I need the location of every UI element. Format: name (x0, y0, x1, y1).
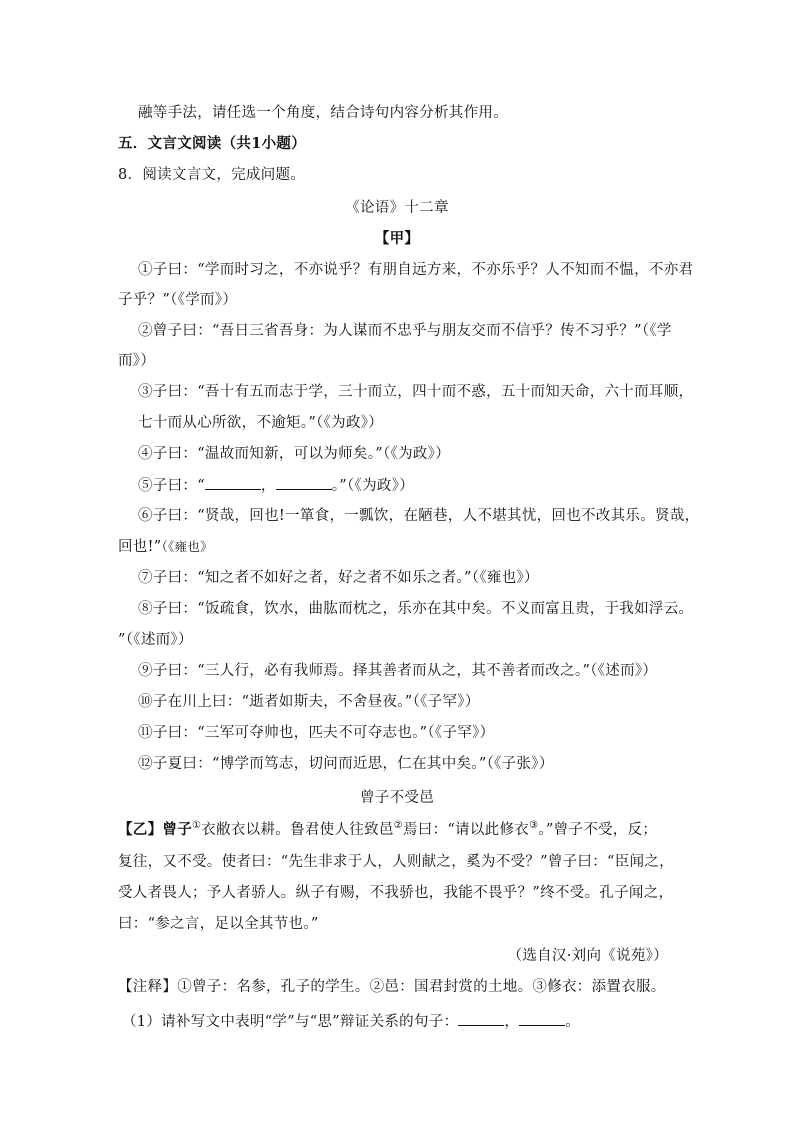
answer-blank-2[interactable] (519, 1011, 565, 1026)
passage-title-lunyu: 《论语》十二章 (345, 200, 449, 216)
jia-line-item5 (138, 475, 414, 496)
q1-prefix: （1）请补写文中表明“学”与“思”辩证关系的句子： (122, 1014, 459, 1030)
yi-line-3: 受人者畏人；予人者骄人。纵子有赐，不我骄也，我能不畏乎？”终不受。孔子闻之， (118, 885, 674, 901)
passage-title-yi: 曾子不受邑 (360, 790, 434, 806)
question-1 (122, 1011, 580, 1032)
jia-line-2: 子乎？”（《学而》） (118, 292, 238, 308)
jia-line-item8: ⑧子曰：“饭疏食，饮水，曲肱而枕之，乐亦在其中矣。不义而富且贵，于我如浮云。 (138, 601, 694, 617)
item5-prefix: ⑤子曰：“ (138, 478, 205, 494)
fill-blank-1[interactable] (205, 475, 261, 490)
yi-line-2: 复往，又不受。使者曰：“先生非求于人，人则献之，奚为不受？”曾子曰：“臣闻之， (118, 854, 674, 870)
jia-line-item10: ⑩子在川上曰：“逝者如斯夫，不舍昼夜。”（《子罕》） (138, 694, 480, 710)
q1-suffix: 。 (565, 1014, 580, 1030)
jia-line-item7: ⑦子曰：“知之者不如好之者，好之者不如乐之者。”（《雍也》） (138, 570, 539, 586)
jia-line-item9: ⑨子曰：“三人行，必有我师焉。择其善者而从之，其不善者而改之。”（《述而》） (138, 663, 658, 679)
yi-line-1-a: 【乙】曾子 (118, 821, 192, 838)
item6-cont-text: 回也!” (118, 539, 162, 555)
jia-line-item8-cont: ”（《述而》） (118, 632, 193, 648)
continuation-text: 融等手法，请任选一个角度，结合诗句内容分析其作用。 (138, 105, 508, 121)
yi-line-1-c: 焉曰：“请以此修衣 (402, 822, 530, 838)
jia-line-item6-cont (118, 537, 213, 557)
label-jia: 【甲】 (374, 230, 420, 247)
item6-cont-source: （《雍也》 (161, 539, 213, 554)
jia-line-item11: ⑪子曰：“三军可夺帅也，匹夫不可夺志也。”（《子罕》） (138, 725, 495, 741)
yi-line-4: 曰：“参之言，足以全其节也。” (118, 916, 319, 932)
jia-line-item6: ⑥子曰：“贤哉，回也!一箪食，一瓢饮，在陋巷，人不堪其忧，回也不改其乐。贤哉， (138, 508, 700, 524)
yi-line-1-d: 。”曾子不受，反； (538, 822, 658, 838)
jia-line-6: 七十而从心所欲，不逾矩。”（《为政》） (138, 415, 384, 431)
jia-line-5: ③子曰：“吾十有五而志于学，三十而立，四十而不惑，五十而知天命，六十而耳顺， (138, 384, 694, 400)
annotation-marker-3: ③ (529, 820, 539, 832)
answer-blank-1[interactable] (458, 1011, 504, 1026)
jia-line-4: 而》） (118, 353, 156, 369)
annotation-marker-2: ② (393, 820, 403, 832)
q1-sep: ， (504, 1014, 520, 1030)
annotation-marker-1: ① (192, 820, 202, 832)
yi-line-1 (118, 820, 657, 840)
yi-source: （选自汉·刘向《说苑》） (507, 948, 668, 964)
fill-blank-2[interactable] (276, 475, 332, 490)
annotations-note: 【注释】①曾子：名参，孔子的学生。②邑：国君封赏的土地。③修衣：添置衣服。 (118, 979, 666, 995)
jia-line-3: ②曾子曰：“吾日三省吾身：为人谋而不忠乎与朋友交而不信乎？传不习乎？”（《学 (138, 323, 672, 339)
jia-line-1: ①子曰：“学而时习之，不亦说乎？有朋自远方来，不亦乐乎？人不知而不愠，不亦君 (138, 262, 694, 278)
jia-line-item12: ⑫子夏曰：“博学而笃志，切问而近思，仁在其中矣。”（《子张》） (138, 756, 554, 772)
question-8: 8．阅读文言文，完成问题。 (118, 167, 306, 183)
yi-line-1-b: 衣敝衣以耕。鲁君使人往致邑 (201, 822, 394, 838)
section-heading: 五．文言文阅读（共1小题） (118, 135, 306, 152)
item5-sep: ， (260, 478, 276, 494)
item5-suffix: 。”（《为政》） (331, 478, 415, 494)
jia-line-7: ④子曰：“温故而知新，可以为师矣。”（《为政》） (138, 446, 451, 462)
